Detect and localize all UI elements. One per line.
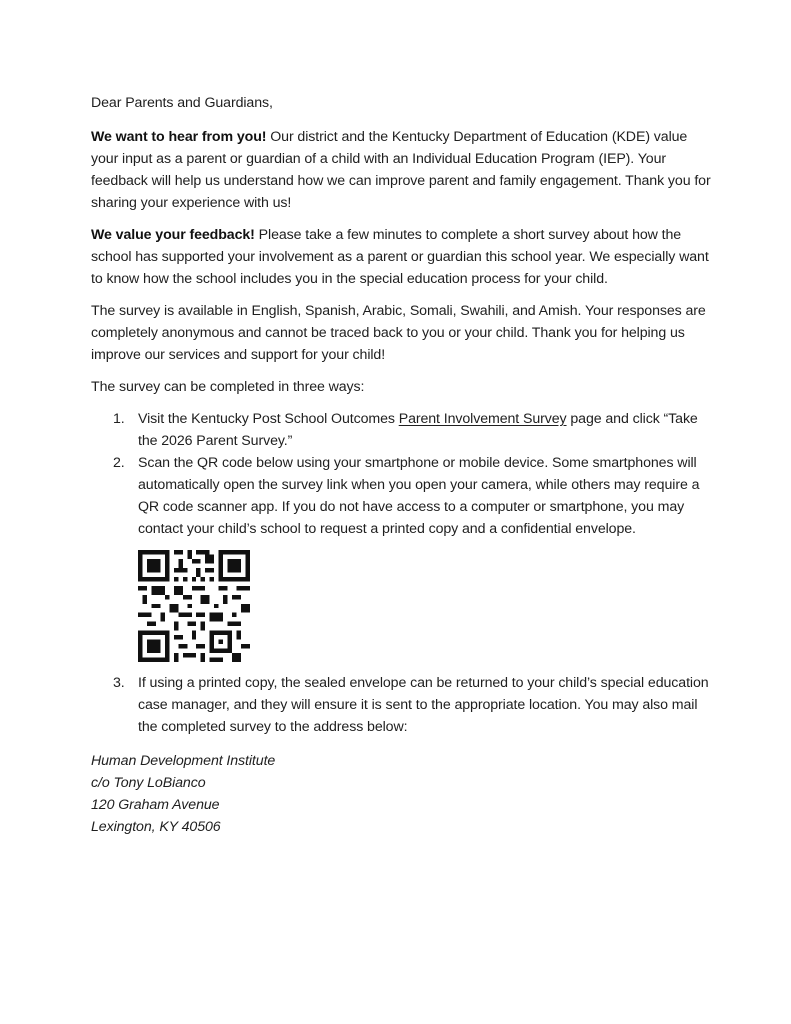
paragraph-body: Our district and the Kentucky Department of Education (KDE) value your input as a parent or guardian of a child with an Individual Education Program (IEP). Your feedback will help us understand how we can improve parent and family engagement. Thank you for sharing your experience with us! (91, 129, 711, 211)
step-text: page and click “Take the 2026 Parent Survey.” (138, 411, 698, 449)
step-number: 3. (113, 675, 125, 691)
address-line: c/o Tony LoBianco (91, 775, 206, 791)
paragraph-value-feedback (91, 224, 711, 290)
paragraph-ways-intro: The survey can be completed in three ways: (91, 379, 365, 395)
steps-list-continued (91, 672, 711, 738)
paragraph-hear-from-you (91, 126, 711, 214)
step-number: 2. (113, 455, 125, 471)
paragraph-lead: We want to hear from you! (91, 129, 267, 145)
parent-involvement-survey-link[interactable]: Parent Involvement Survey (398, 411, 567, 427)
step-number: 1. (113, 411, 125, 427)
address-line: Lexington, KY 40506 (91, 819, 221, 835)
mailing-address (91, 750, 711, 838)
qr-code-icon[interactable] (138, 550, 250, 662)
paragraph-lead: We value your feedback! (91, 227, 255, 243)
step-1 (91, 408, 711, 452)
step-text: Scan the QR code below using your smartphone or mobile device. Some smartphones will automatically open the survey link when you open your camera, while others may require a QR code scanner app. If you do not have access to a computer or smartphone, you may contact your child’s school to request a printed copy and a confidential envelope. (138, 455, 700, 537)
step-2 (91, 452, 711, 540)
paragraph-languages: The survey is available in English, Spanish, Arabic, Somali, Swahili, and Amish. Your responses are completely anonymous and cannot be traced back to you or your child. Thank you for helping us improve our services and support for your child! (91, 303, 706, 363)
step-text: Visit the Kentucky Post School Outcomes (138, 411, 399, 427)
address-line: Human Development Institute (91, 753, 276, 769)
paragraph-body: Please take a few minutes to complete a short survey about how the school has supported your involvement as a parent or guardian this school year. We especially want to know how the school includes you in the special education process for your child. (91, 227, 709, 287)
salutation: Dear Parents and Guardians, (91, 95, 273, 111)
step-text: If using a printed copy, the sealed envelope can be returned to your child’s special education case manager, and they will ensure it is sent to the appropriate location. You may also mail the completed survey to the address below: (138, 675, 709, 735)
letter (91, 92, 711, 838)
step-3 (91, 672, 711, 738)
address-line: 120 Graham Avenue (91, 797, 220, 813)
steps-list (91, 408, 711, 540)
